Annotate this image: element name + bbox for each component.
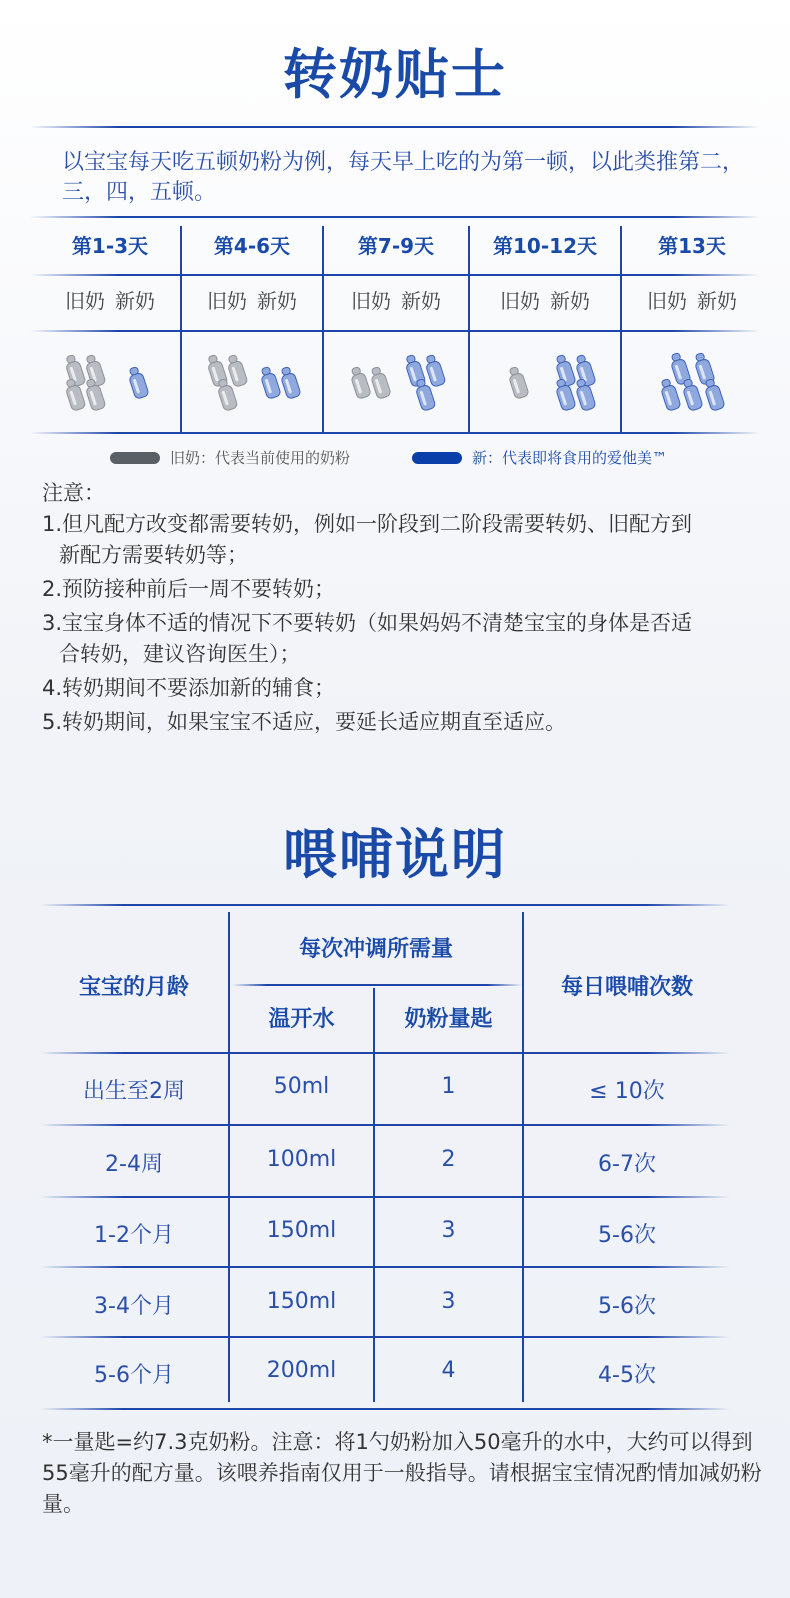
table-line (40, 1196, 730, 1198)
new-milk-label: 新奶 (115, 289, 155, 313)
note-item: 3.宝宝身体不适的情况下不要转奶（如果妈妈不清楚宝宝的身体是否适 (42, 611, 693, 635)
schedule-milk-labels (40, 277, 180, 325)
new-milk-label: 新奶 (697, 289, 737, 313)
cell-times: ≤ 10次 (589, 1079, 665, 1104)
bottle-icon (680, 378, 703, 412)
cell-times: 4-5次 (598, 1363, 656, 1388)
table-line (30, 432, 760, 434)
table-line (40, 904, 730, 906)
note-item: 2.预防接种前后一周不要转奶； (42, 577, 336, 601)
bottle-icon (126, 366, 149, 400)
legend-new-text: 新：代表即将食用的爱他美™ (472, 449, 668, 467)
bottle-icon (278, 366, 301, 400)
cell-water: 100ml (266, 1147, 337, 1172)
schedule-milk-labels (324, 277, 468, 325)
old-milk-label: 旧奶 (65, 289, 105, 313)
table-line (30, 274, 760, 276)
schedule-milk-labels (182, 277, 322, 325)
cell-times: 6-7次 (598, 1152, 656, 1177)
cell-age: 3-4个月 (94, 1294, 174, 1319)
table-line (40, 1124, 730, 1126)
bottle-icon (506, 366, 529, 400)
note-item: 新配方需要转奶等； (59, 543, 248, 567)
schedule-day: 第1-3天 (71, 234, 149, 258)
cell-age: 出生至2周 (83, 1079, 185, 1104)
bottles-illustration (40, 338, 180, 428)
cell-times: 5-6次 (598, 1223, 656, 1248)
bottles-illustration (470, 338, 620, 428)
table-line (30, 216, 760, 218)
bottle-group (182, 338, 322, 428)
legend-old (110, 446, 390, 470)
header-age: 宝宝的月龄 (78, 975, 189, 1000)
bottle-group (622, 338, 762, 428)
new-milk-label: 新奶 (257, 289, 297, 313)
schedule-day: 第13天 (658, 234, 726, 258)
cell-age: 5-6个月 (94, 1363, 174, 1388)
old-milk-swatch (110, 452, 160, 464)
bottles-illustration (324, 338, 468, 428)
cell-water: 150ml (266, 1289, 337, 1314)
notes-title: 注意： (42, 481, 105, 505)
legend-new (412, 446, 712, 470)
table-divider (373, 988, 375, 1402)
legend-old-text: 旧奶：代表当前使用的奶粉 (170, 449, 351, 467)
note-item: 4.转奶期间不要添加新的辅食； (42, 676, 336, 700)
table-line (40, 1052, 730, 1054)
cell-water: 150ml (266, 1218, 337, 1243)
cell-scoop: 3 (441, 1218, 456, 1243)
note-item: 合转奶，建议咨询医生）； (59, 642, 301, 666)
footnote: *一量匙=约7.3克奶粉。注意：将1勺奶粉加入50毫升的水中，大约可以得到55毫升的配方量。该喂养指南仅用于一般指导。请根据宝宝情况酌情加减奶粉量。 (42, 1430, 762, 1516)
new-milk-swatch (412, 452, 462, 464)
bottle-group (40, 338, 180, 428)
schedule-day: 第4-6天 (213, 234, 291, 258)
divider (30, 126, 760, 128)
cell-scoop: 2 (441, 1147, 456, 1172)
schedule-day: 第10-12天 (493, 234, 597, 258)
header-water: 温开水 (268, 1007, 335, 1032)
tips-title: 转奶贴士 (283, 43, 507, 106)
bottle-icon (225, 354, 248, 388)
header-scoop: 奶粉量匙 (404, 1007, 493, 1032)
bottle-icon (348, 366, 371, 400)
bottle-icon (258, 366, 281, 400)
table-line (40, 1408, 730, 1410)
cell-water: 50ml (273, 1074, 330, 1099)
tips-intro: 以宝宝每天吃五顿奶粉为例，每天早上吃的为第一顿，以此类推第二，三，四，五顿。 (62, 150, 745, 205)
header-times: 每日喂哺次数 (560, 975, 693, 1000)
bottle-icon (423, 354, 446, 388)
schedule-milk-labels (622, 277, 762, 325)
cell-age: 2-4周 (105, 1152, 163, 1177)
cell-scoop: 3 (441, 1289, 456, 1314)
header-amount: 每次冲调所需量 (298, 937, 453, 962)
notes (42, 478, 762, 738)
bottle-icon (368, 366, 391, 400)
table-line (232, 984, 522, 986)
note-item: 5.转奶期间，如果宝宝不适应，要延长适应期直至适应。 (42, 710, 567, 734)
cell-water: 200ml (266, 1358, 337, 1383)
schedule-milk-labels (470, 277, 620, 325)
cell-scoop: 1 (441, 1074, 456, 1099)
cell-scoop: 4 (441, 1358, 456, 1383)
table-line (40, 1336, 730, 1338)
table-line (30, 330, 760, 332)
new-milk-label: 新奶 (401, 289, 441, 313)
bottle-group (470, 338, 620, 428)
old-milk-label: 旧奶 (207, 289, 247, 313)
old-milk-label: 旧奶 (647, 289, 687, 313)
old-milk-label: 旧奶 (500, 289, 540, 313)
old-milk-label: 旧奶 (351, 289, 391, 313)
note-item: 1.但凡配方改变都需要转奶，例如一阶段到二阶段需要转奶、旧配方到 (42, 512, 693, 536)
table-line (40, 1266, 730, 1268)
bottles-illustration (182, 338, 322, 428)
cell-age: 1-2个月 (94, 1223, 174, 1248)
cell-times: 5-6次 (598, 1294, 656, 1319)
schedule-day: 第7-9天 (357, 234, 435, 258)
bottle-group (324, 338, 468, 428)
feeding-title: 喂哺说明 (283, 823, 507, 886)
bottles-illustration (622, 338, 762, 428)
bottle-icon (702, 378, 725, 412)
new-milk-label: 新奶 (550, 289, 590, 313)
